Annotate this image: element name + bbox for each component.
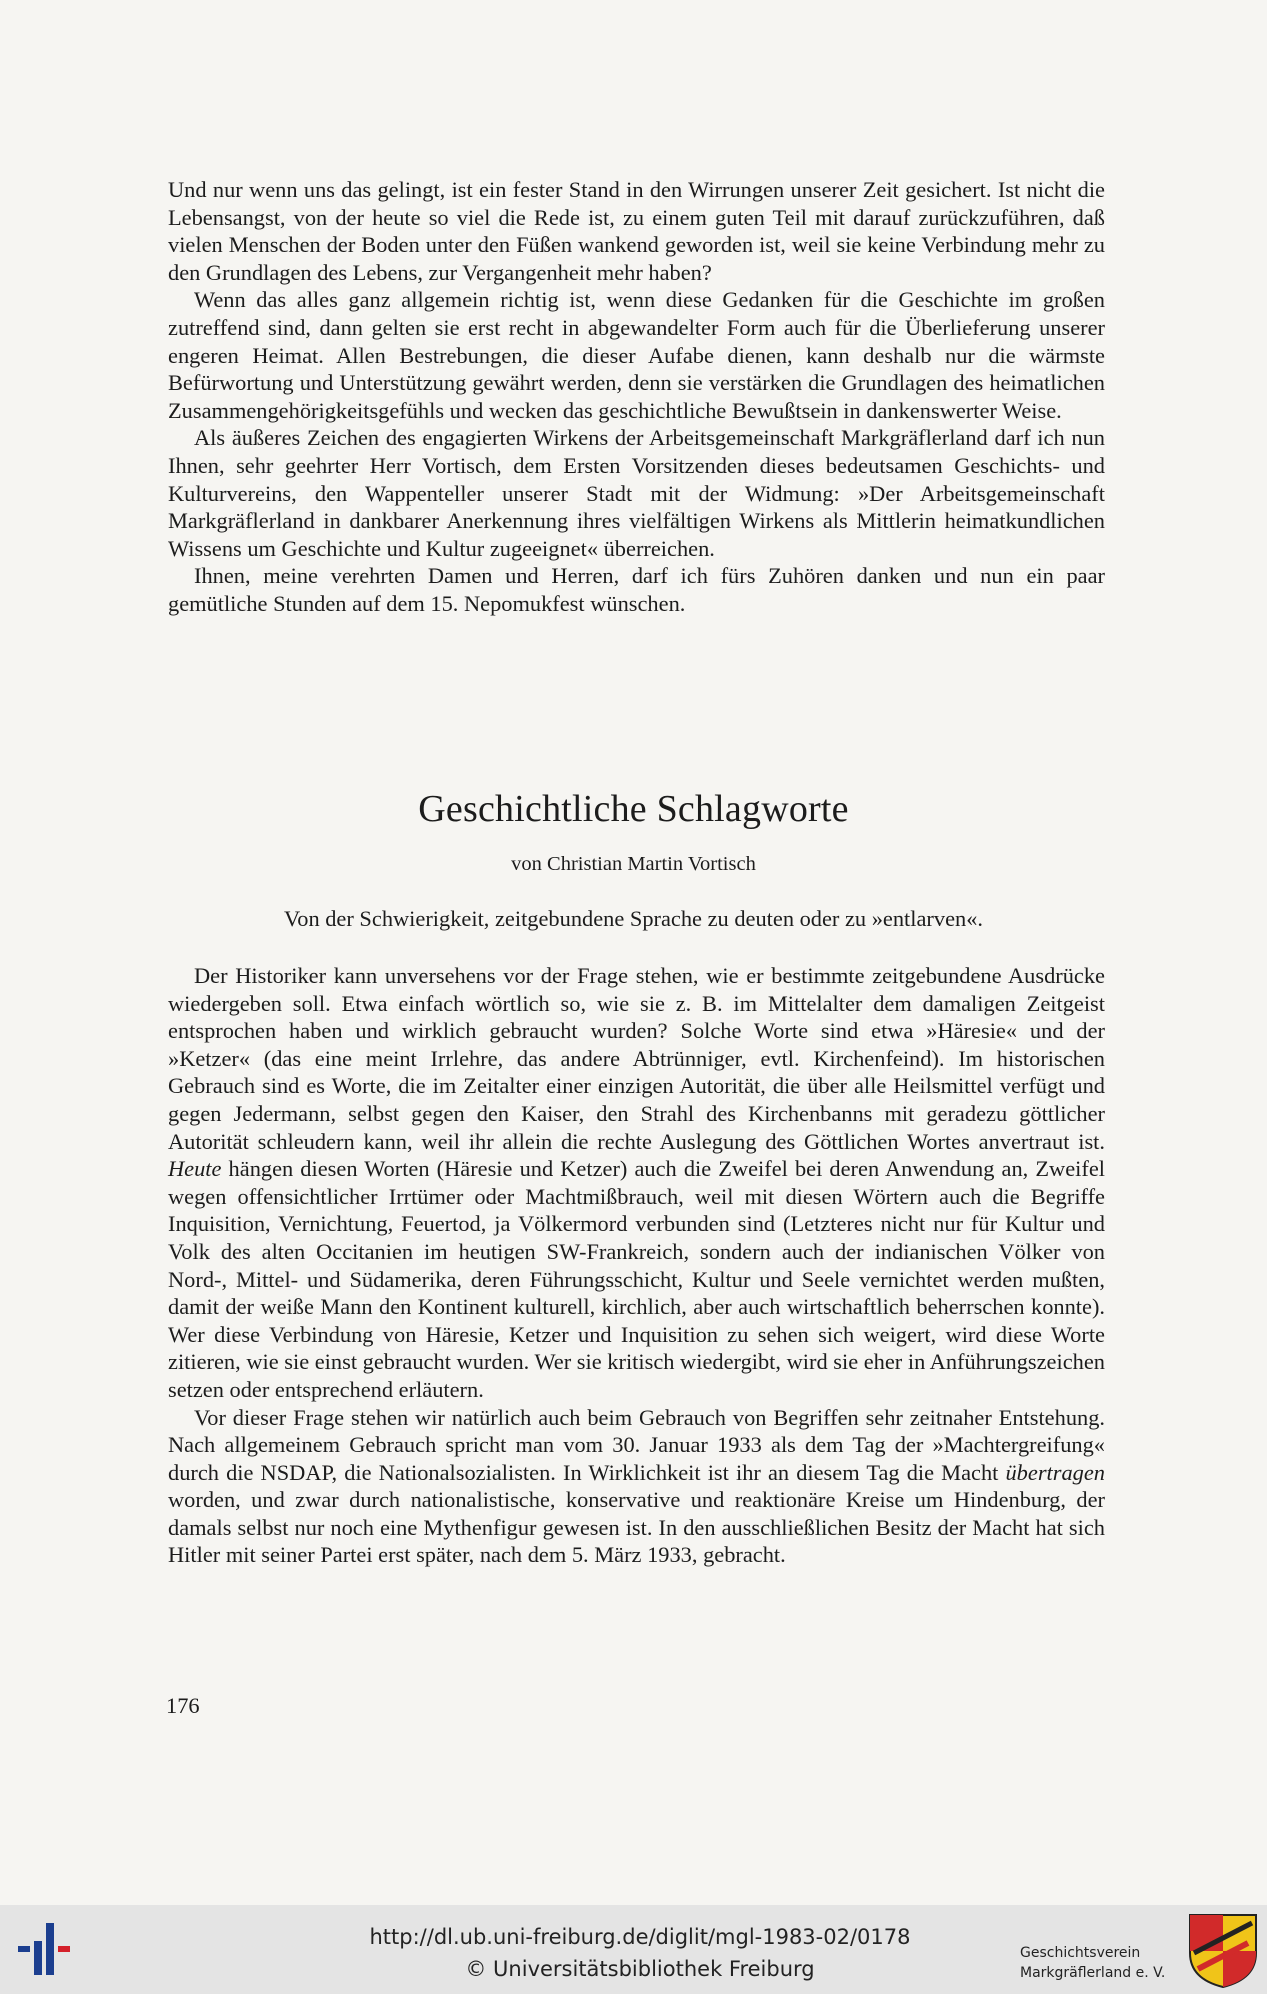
opening-section bbox=[168, 176, 1105, 618]
paragraph bbox=[168, 962, 1105, 1404]
document-url-link[interactable]: http://dl.ub.uni-freiburg.de/diglit/mgl-1983-02/0178 bbox=[369, 1925, 911, 1949]
paragraph: Als äußeres Zeichen des engagierten Wirkens der Arbeitsgemeinschaft Markgräflerland darf ich nun Ihnen, sehr geehrter Herr Vortisch, dem Ersten Vorsitzenden dieses bedeutsamen Geschichts- und Kulturvereins, den Wappenteller unserer Stadt mit der Widmung: »Der Arbeitsgemeinschaft Markgräflerland in dankbarer Anerkennung ihres vielfältigen Wirkens als Mittlerin heimatkundlichen Wissens um Geschichte und Kultur zugeeignet« überreichen. bbox=[168, 425, 1105, 561]
paragraph: Ihnen, meine verehrten Damen und Herren, darf ich fürs Zuhören danken und nun ein paar gemütliche Stunden auf dem 15. Nepomukfest wünschen. bbox=[168, 563, 1105, 616]
emphasis: übertragen bbox=[1005, 1459, 1105, 1485]
paragraph bbox=[168, 1404, 1105, 1570]
emphasis: Heute bbox=[168, 1156, 222, 1182]
article-subtitle: Von der Schwierigkeit, zeitgebundene Sprache zu deuten oder zu »entlarven«. bbox=[283, 906, 984, 931]
article-body bbox=[168, 962, 1105, 1569]
paragraph: Wenn das alles ganz allgemein richtig ist, wenn diese Gedanken für die Geschichte im großen zutreffend sind, dann gelten sie erst recht in abgewandelter Form auch für die Überlieferung unserer engeren Heimat. Allen Bestrebungen, die dieser Aufabe dienen, kann deshalb nur die wärmste Befürwortung und Unterstützung gewährt werden, denn sie verstärken die Grundlagen des heimatlichen Zusammengehörigkeitsgefühls und wecken das geschichtliche Bewußtsein in dankenswerter Weise. bbox=[168, 287, 1105, 423]
text-run: Vor dieser Frage stehen wir natürlich auch beim Gebrauch von Begriffen sehr zeitnaher Entstehung. Nach allgemeinem Gebrauch spricht man vom 30. Januar 1933 als dem Tag der »Machtergreifung« durch die NSDAP, die Nationalsozialisten. In Wirklichkeit ist ihr an diesem Tag die Macht bbox=[168, 1404, 1105, 1485]
copyright-notice: © Universitätsbibliothek Freiburg bbox=[465, 1957, 815, 1981]
article-title: Geschichtliche Schlagworte bbox=[418, 788, 849, 830]
article-author: von Christian Martin Vortisch bbox=[511, 853, 756, 875]
page-number: 176 bbox=[166, 1693, 200, 1718]
society-name-line: Markgräflerland e. V. bbox=[1020, 1965, 1166, 1981]
paragraph: Und nur wenn uns das gelingt, ist ein fester Stand in den Wirrungen unserer Zeit gesichert. Ist nicht die Lebensangst, von der heute so viel die Rede ist, zu einem guten Teil mit darauf zurückzuführen, daß vielen Menschen der Boden unter den Füßen wankend geworden ist, weil sie keine Verbindung mehr zu den Grundlagen des Lebens, zur Vergangenheit mehr haben? bbox=[168, 177, 1105, 285]
text-run: hängen diesen Worten (Häresie und Ketzer) auch die Zweifel bei deren Anwendung an, Zweifel wegen offensichtlicher Irrtümer oder Machtmißbrauch, weil mit diesen Wörtern auch die Begriffe Inquisition, Vernichtung, Feuertod, ja Völkermord verbunden sind (Letzteres nicht nur für Kultur und Volk des alten Occitanien im heutigen SW-Frankreich, sondern auch der indianischen Völker von Nord-, Mittel- und Südamerika, deren Führungsschicht, Kultur und Seele vernichtet werden mußten, damit der weiße Mann den Kontinent kulturell, kirchlich, aber auch wirtschaftlich beherrschen konnte). Wer diese Verbindung von Häresie, Ketzer und Inquisition zu sehen sich weigert, wird diese Worte zitieren, wie sie einst gebraucht wurden. Wer sie kritisch wiedergibt, wird sie eher in Anführungszeichen setzen oder entsprechend erläutern. bbox=[168, 1156, 1105, 1402]
society-name bbox=[1020, 1943, 1190, 1983]
viewer-footer bbox=[0, 1905, 1267, 1994]
ub-freiburg-logo-icon bbox=[12, 1919, 82, 1981]
coat-of-arms-icon bbox=[1188, 1913, 1258, 1989]
text-run: worden, und zwar durch nationalistische, konservative und reaktionäre Kreise um Hindenburg, der damals selbst nur noch eine Mythenfigur gewesen ist. In den ausschließlichen Besitz der Macht hat sich Hitler mit seiner Partei erst später, nach dem 5. März 1933, gebracht. bbox=[168, 1487, 1105, 1568]
text-run: Der Historiker kann unversehens vor der Frage stehen, wie er bestimmte zeitgebundene Ausdrücke wiedergeben soll. Etwa einfach wörtlich so, wie sie z. B. im Mittelalter dem damaligen Zeitgeist entsprochen haben und wirklich gebraucht wurden? Solche Worte sind etwa »Häresie« und der »Ketzer« (das eine meint Irrlehre, das andere Abtrünniger, evtl. Kirchenfeind). Im historischen Gebrauch sind es Worte, die im Zeitalter einer einzigen Autorität, die über alle Heilsmittel verfügt und gegen Jedermann, selbst gegen den Kaiser, den Strahl des Kirchenbanns mit geradezu göttlicher Autorität schleudern kann, weil ihr allein die rechte Auslegung des Göttlichen Wortes anvertraut ist. bbox=[168, 963, 1105, 1154]
society-name-line: Geschichtsverein bbox=[1020, 1945, 1141, 1961]
